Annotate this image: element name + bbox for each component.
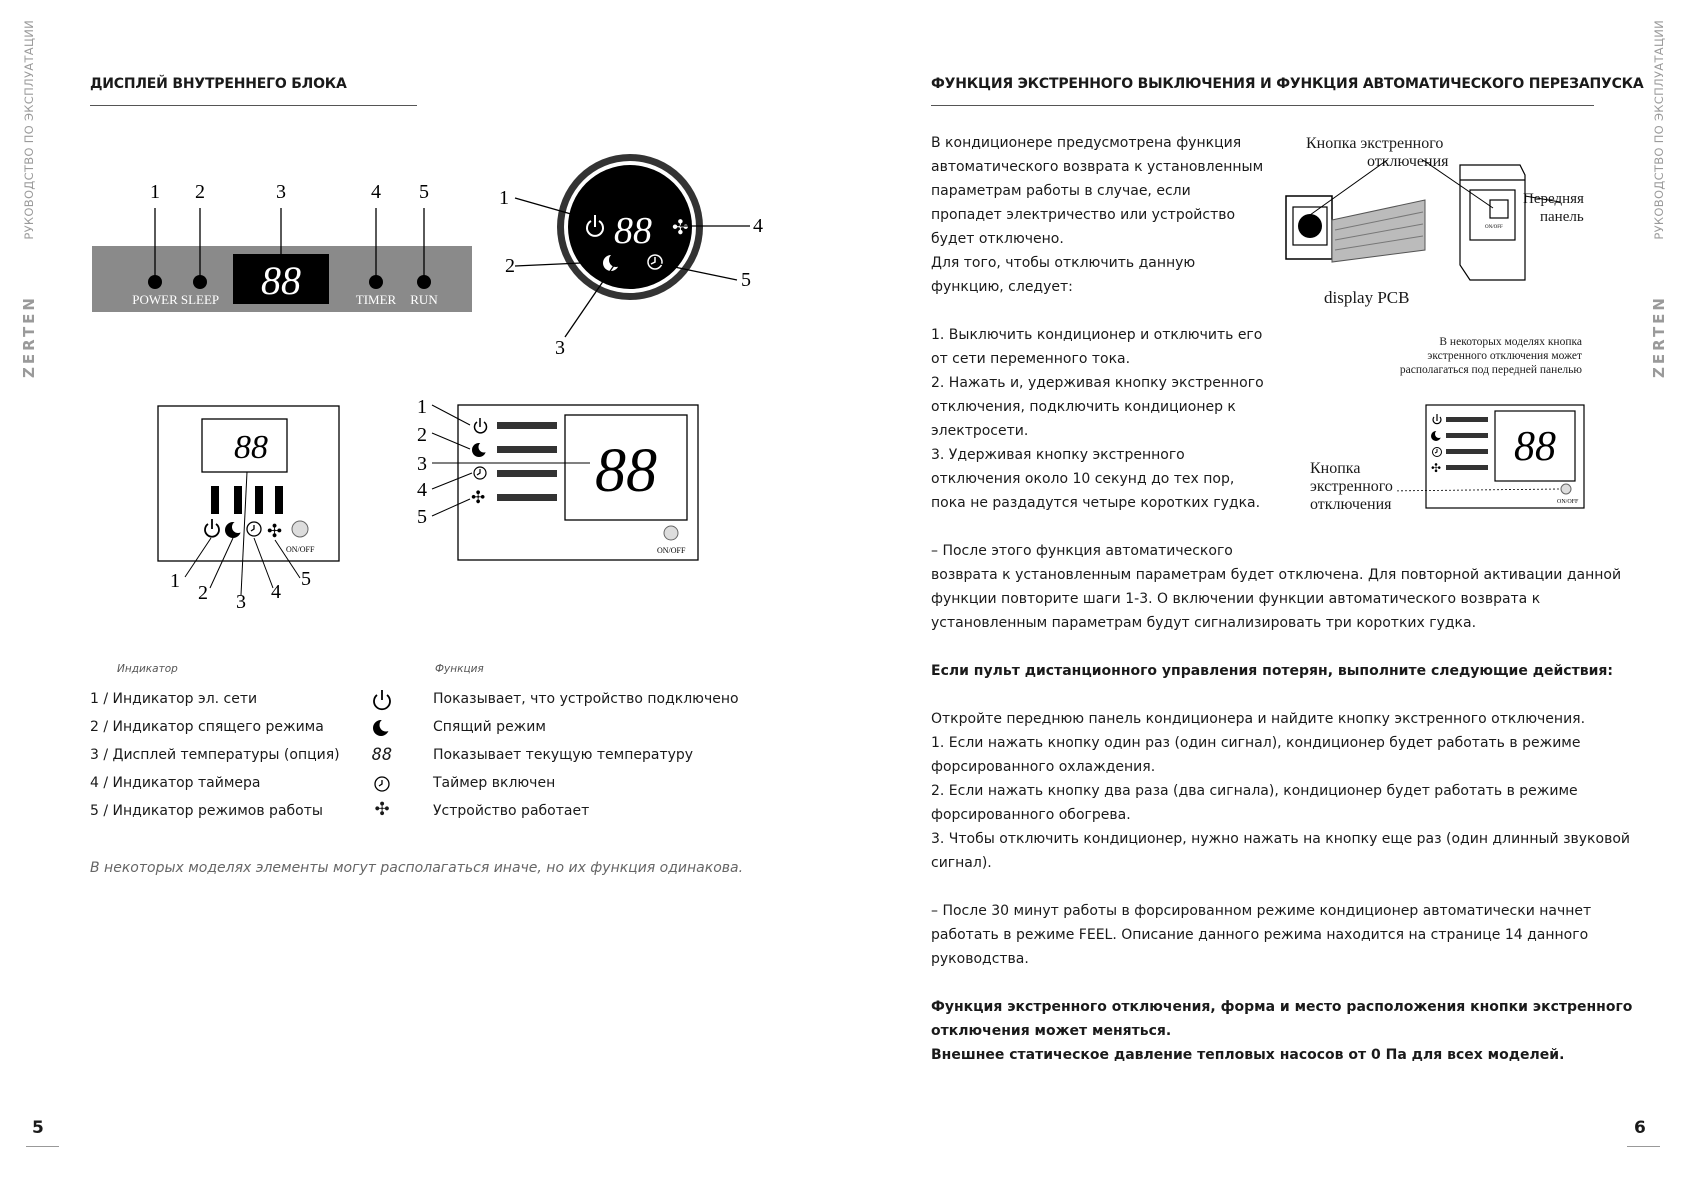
guide-label-left: РУКОВОДСТВО ПО ЭКСПЛУАТАЦИИ: [22, 20, 36, 240]
remote-line: 1. Если нажать кнопку один раз (один сигнал), кондиционер будет работать в режиме: [931, 735, 1581, 751]
left-title-rule: [90, 105, 417, 106]
diagram-number: 1: [150, 181, 160, 203]
remote-line: форсированного охлаждения.: [931, 759, 1156, 775]
left-side-branding: [18, 20, 42, 379]
panel-a-button-label: TIMER: [355, 292, 397, 307]
table-row: [90, 747, 730, 775]
remote-lost-heading: Если пульт дистанционного управления потерян, выполните следующие действия:: [931, 663, 1613, 679]
diagram-note-line: экстренного отключения может: [1427, 350, 1582, 362]
table-row: [90, 719, 730, 747]
right-page-title: ФУНКЦИЯ ЭКСТРЕННОГО ВЫКЛЮЧЕНИЯ И ФУНКЦИЯ АВТОМАТИЧЕСКОГО ПЕРЕЗАПУСКА: [931, 76, 1644, 92]
table-header-function: Функция: [435, 663, 484, 675]
step-line: отключения около 10 секунд до тех пор,: [931, 471, 1235, 487]
row-indicator: 2 / Индикатор спящего режима: [90, 719, 324, 735]
intro-line: пропадет электричество или устройство: [931, 207, 1236, 223]
diagram-number: 3: [417, 453, 427, 475]
after-line: установленным параметрам будут сигнализировать три коротких гудка.: [931, 615, 1477, 631]
left-page-title: ДИСПЛЕЙ ВНУТРЕННЕГО БЛОКА: [90, 76, 347, 92]
row-indicator: 1 / Индикатор эл. сети: [90, 691, 258, 707]
pcb-label: display PCB: [1324, 288, 1410, 307]
page-number-right-rule: [1627, 1146, 1660, 1147]
diagram-number: 5: [419, 181, 429, 203]
diagram-number: 2: [417, 424, 427, 446]
wide-display-digits: 88: [595, 437, 657, 505]
intro-paragraph: [931, 131, 1263, 299]
timer-icon: [370, 773, 394, 795]
after-line: функции повторите шаги 1-3. О включении функции автоматического возврата к: [931, 591, 1541, 607]
wide-onoff-label: ON/OFF: [657, 546, 686, 555]
remote-line: сигнал).: [931, 855, 992, 871]
table-row: [90, 775, 730, 803]
intro-line: параметрам работы в случае, если: [931, 183, 1191, 199]
round-display-digits: 88: [614, 210, 652, 252]
diagram-number: 1: [499, 187, 509, 209]
box-fan-icon: ✣: [267, 521, 283, 541]
row-function: Показывает, что устройство подключено: [433, 691, 739, 707]
table-header-indicator: Индикатор: [117, 663, 178, 675]
box-display-digits: 88: [234, 429, 268, 466]
pcb-tiny-onoff: ON/OFF: [1485, 225, 1503, 230]
step-line: от сети переменного тока.: [931, 351, 1131, 367]
diagram-number: 5: [301, 568, 311, 590]
pcb-button-label-1: Кнопка экстренного: [1306, 135, 1444, 152]
intro-line: функцию, следует:: [931, 279, 1073, 295]
page-number-left-rule: [26, 1146, 59, 1147]
panel-a-button-label: RUN: [410, 292, 438, 307]
front-panel-label-2: панель: [1540, 209, 1584, 225]
diagram-note-line: В некоторых моделях кнопка: [1439, 336, 1582, 348]
row-function: Таймер включен: [433, 775, 556, 791]
emergency-panel-fan-icon: ✣: [1431, 461, 1442, 475]
diagram-number: 4: [371, 181, 381, 203]
wide-numbers: [417, 396, 427, 528]
step-line: 1. Выключить кондиционер и отключить его: [931, 327, 1263, 343]
diagram-number: 1: [170, 570, 180, 592]
diagram-note-line: располагаться под передней панелью: [1399, 364, 1582, 376]
step-line: 2. Нажать и, удерживая кнопку экстренного: [931, 375, 1264, 391]
panel-a-numbers: [150, 181, 429, 203]
step-line: пока не раздадутся четыре коротких гудка.: [931, 495, 1261, 511]
after-line: – После этого функция автоматического: [931, 543, 1233, 559]
remote-paragraph: [931, 707, 1630, 875]
fan-icon: ✣: [374, 799, 390, 820]
diagram-number: 2: [195, 181, 205, 203]
row-function: Спящий режим: [433, 719, 546, 735]
front-panel-label-1: Передняя: [1523, 191, 1584, 207]
emergency-panel-digits: 88: [1514, 424, 1556, 470]
diagram-number: 4: [753, 215, 763, 237]
feel-line: – После 30 минут работы в форсированном режиме кондиционер автоматически начнет: [931, 903, 1592, 919]
brand-label-left: ZERTEN: [20, 295, 38, 379]
table-row: [90, 691, 739, 719]
remote-line: 2. Если нажать кнопку два раза (два сигнала), кондиционер будет работать в режиме: [931, 783, 1578, 799]
pcb-leads: [1310, 160, 1560, 215]
page-number-left: 5: [32, 1118, 44, 1138]
pcb-button-label-2: отключения: [1367, 153, 1449, 170]
diagram-number: 5: [741, 269, 751, 291]
power-icon: [370, 689, 394, 711]
panel-wide-diagram: [410, 393, 710, 568]
display-88-icon: 88: [371, 745, 393, 765]
table-row: [90, 799, 730, 831]
intro-line: будет отключено.: [931, 231, 1064, 247]
emergency-panel-diagram: [1395, 400, 1595, 515]
wide-fan-icon: ✣: [471, 488, 486, 507]
intro-line: Для того, чтобы отключить данную: [931, 255, 1196, 271]
panel-button-label-1: Кнопка: [1310, 460, 1361, 477]
pcb-board-strip: [1332, 200, 1425, 262]
after-paragraph: [931, 539, 1621, 635]
diagram-number: 5: [417, 506, 427, 528]
pcb-diagram: [1280, 160, 1600, 300]
row-indicator: 5 / Индикатор режимов работы: [90, 803, 323, 819]
panel-a-display-digits: 88: [261, 258, 301, 303]
diagram-number: 1: [417, 396, 427, 418]
diagram-number: 3: [276, 181, 286, 203]
pcb-emergency-button: [1298, 214, 1322, 238]
row-indicator: 3 / Дисплей температуры (опция): [90, 747, 340, 763]
step-line: электросети.: [931, 423, 1029, 439]
row-function: Показывает текущую температуру: [433, 747, 694, 763]
after-line: возврата к установленным параметрам будет отключена. Для повторной активации данной: [931, 567, 1622, 583]
panel-round-diagram: [495, 142, 765, 362]
diagram-number: 3: [236, 591, 246, 610]
box-numbers: [170, 568, 311, 610]
box-onoff-button: [292, 521, 308, 537]
final-line: Функция экстренного отключения, форма и место расположения кнопки экстренного: [931, 999, 1633, 1015]
final-line: отключения может меняться.: [931, 1023, 1172, 1039]
final-line: Внешнее статическое давление тепловых насосов от 0 Па для всех моделей.: [931, 1047, 1565, 1063]
panel-a-button-label: SLEEP: [180, 292, 220, 307]
steps-paragraph: [931, 323, 1264, 515]
intro-line: автоматического возврата к установленным: [931, 159, 1264, 175]
right-title-rule: [931, 105, 1594, 106]
round-fan-icon: ✣: [672, 217, 689, 239]
diagram-number: 4: [417, 479, 427, 501]
wide-onoff-button: [664, 526, 678, 540]
right-side-branding: [1648, 20, 1672, 379]
panel-button-label-3: отключения: [1310, 496, 1392, 513]
box-onoff-label: ON/OFF: [286, 545, 315, 554]
brand-label-right: ZERTEN: [1650, 295, 1668, 379]
diagram-note: [1330, 335, 1582, 377]
feel-line: работать в режиме FEEL. Описание данного режима находится на странице 14 данного: [931, 927, 1589, 943]
diagram-number: 3: [555, 337, 565, 359]
emergency-panel-button: [1561, 484, 1571, 494]
page-number-right: 6: [1634, 1118, 1646, 1138]
row-indicator: 4 / Индикатор таймера: [90, 775, 261, 791]
step-line: 3. Удерживая кнопку экстренного: [931, 447, 1185, 463]
feel-line: руководства.: [931, 951, 1029, 967]
final-bold-paragraph: [931, 995, 1632, 1067]
panel-box-diagram: [155, 400, 355, 610]
panel-a-button-label: POWER: [132, 292, 178, 307]
diagram-number: 4: [271, 581, 281, 603]
sleep-icon: [370, 717, 394, 739]
intro-line: В кондиционере предусмотрена функция: [931, 135, 1242, 151]
remote-line: форсированного обогрева.: [931, 807, 1131, 823]
feel-paragraph: [931, 899, 1591, 971]
left-note: В некоторых моделях элементы могут располагаться иначе, но их функция одинакова.: [90, 860, 744, 876]
step-line: отключения, подключить кондиционер к: [931, 399, 1236, 415]
indoor-unit-sketch: [1460, 165, 1525, 280]
guide-label-right: РУКОВОДСТВО ПО ЭКСПЛУАТАЦИИ: [1652, 20, 1666, 240]
remote-line: Откройте переднюю панель кондиционера и найдите кнопку экстренного отключения.: [931, 711, 1586, 727]
row-function: Устройство работает: [433, 803, 590, 819]
panel-a-diagram: [80, 170, 480, 320]
emergency-panel-onoff-label: ON/OFF: [1557, 499, 1579, 505]
remote-line: 3. Чтобы отключить кондиционер, нужно нажать на кнопку еще раз (один длинный звуковой: [931, 831, 1630, 847]
diagram-number: 2: [505, 255, 515, 277]
diagram-number: 2: [198, 582, 208, 604]
panel-button-label-2: экстренного: [1310, 478, 1393, 495]
